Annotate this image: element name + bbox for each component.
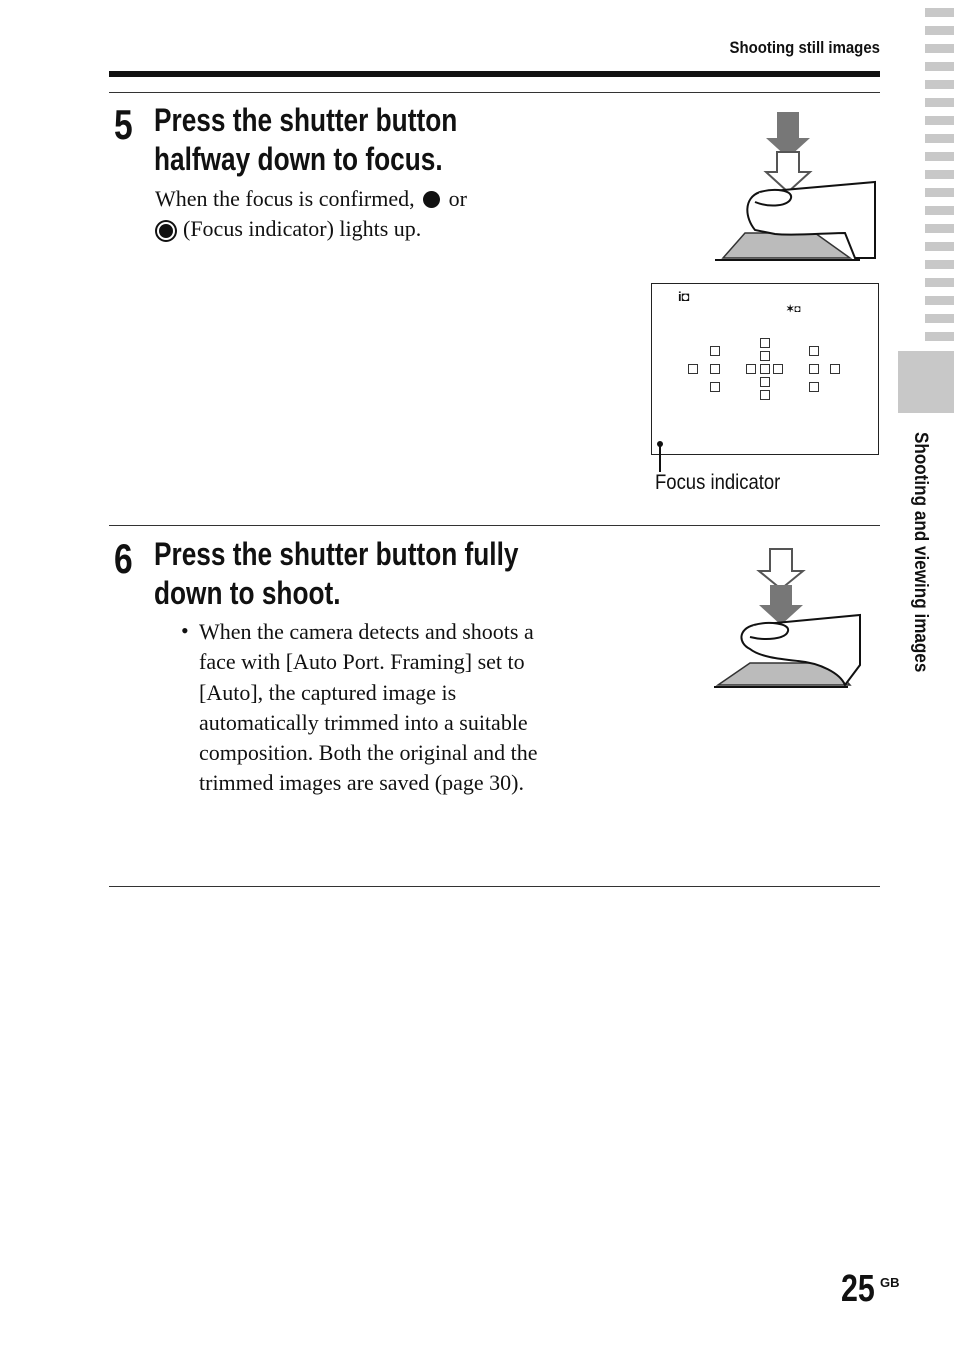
page-number: 25: [841, 1268, 875, 1310]
side-index-strip: [925, 0, 954, 345]
af-point: [809, 364, 819, 374]
af-point: [710, 382, 720, 392]
af-point: [746, 364, 756, 374]
focus-indicator-label: Focus indicator: [655, 471, 781, 494]
step-5-title: Press the shutter button halfway down to focus.: [154, 102, 458, 177]
step-5-number: 5: [114, 101, 133, 148]
side-index-bar: [925, 152, 954, 161]
af-point: [830, 364, 840, 374]
side-index-bar: [925, 296, 954, 305]
step-6-number: 6: [114, 535, 133, 582]
side-index-bar: [925, 206, 954, 215]
half-press-illustration: [715, 108, 885, 263]
focus-indicator-leader-line: [659, 446, 661, 472]
side-index-bar: [925, 224, 954, 233]
top-rule: [109, 71, 880, 77]
page-number-suffix: GB: [880, 1275, 900, 1290]
step-5-body-or: or: [448, 186, 467, 211]
side-index-bar: [925, 242, 954, 251]
lcd-scene-icon: ✶◘: [786, 304, 801, 315]
side-index-bar: [925, 98, 954, 107]
section-divider: [109, 525, 880, 526]
side-index-bar: [925, 44, 954, 53]
side-index-bar: [925, 278, 954, 287]
side-section-tab: [898, 351, 954, 413]
side-index-bar: [925, 116, 954, 125]
section-divider: [109, 886, 880, 887]
side-index-bar: [925, 260, 954, 269]
af-point: [710, 346, 720, 356]
af-point: [760, 351, 770, 361]
step-5-body: [155, 184, 515, 245]
step-5-body-after: (Focus indicator) lights up.: [183, 216, 422, 242]
focus-ring-icon: [159, 224, 173, 238]
side-index-bar: [925, 314, 954, 323]
side-index-bar: [925, 62, 954, 71]
side-index-bar: [925, 170, 954, 179]
step-6-title: Press the shutter button fully down to shoot.: [154, 536, 519, 611]
side-index-bar: [925, 188, 954, 197]
af-point: [760, 390, 770, 400]
running-header: Shooting still images: [729, 38, 880, 57]
side-index-bar: [925, 8, 954, 17]
step-6-body: When the camera detects and shoots a face with [Auto Port. Framing] set to [Auto], the captured image is automatically trimmed into a suitable composition. Both the original and the trimmed images are saved (page 30).: [199, 619, 538, 796]
af-point: [710, 364, 720, 374]
side-index-bar: [925, 332, 954, 341]
focus-dot-icon: [423, 191, 440, 208]
side-index-bar: [925, 26, 954, 35]
side-index-bar: [925, 134, 954, 143]
af-point: [773, 364, 783, 374]
lcd-mode-icon: i◘: [678, 289, 690, 304]
section-divider: [109, 92, 880, 93]
full-press-illustration: [710, 545, 880, 695]
af-point: [809, 382, 819, 392]
step-5-body-before: When the focus is confirmed,: [155, 186, 415, 211]
side-index-bar: [925, 80, 954, 89]
af-point: [760, 377, 770, 387]
af-point: [688, 364, 698, 374]
af-point: [760, 364, 770, 374]
side-section-label: Shooting and viewing images: [910, 432, 931, 673]
af-point: [760, 338, 770, 348]
af-point: [809, 346, 819, 356]
bullet-marker: •: [181, 618, 189, 643]
